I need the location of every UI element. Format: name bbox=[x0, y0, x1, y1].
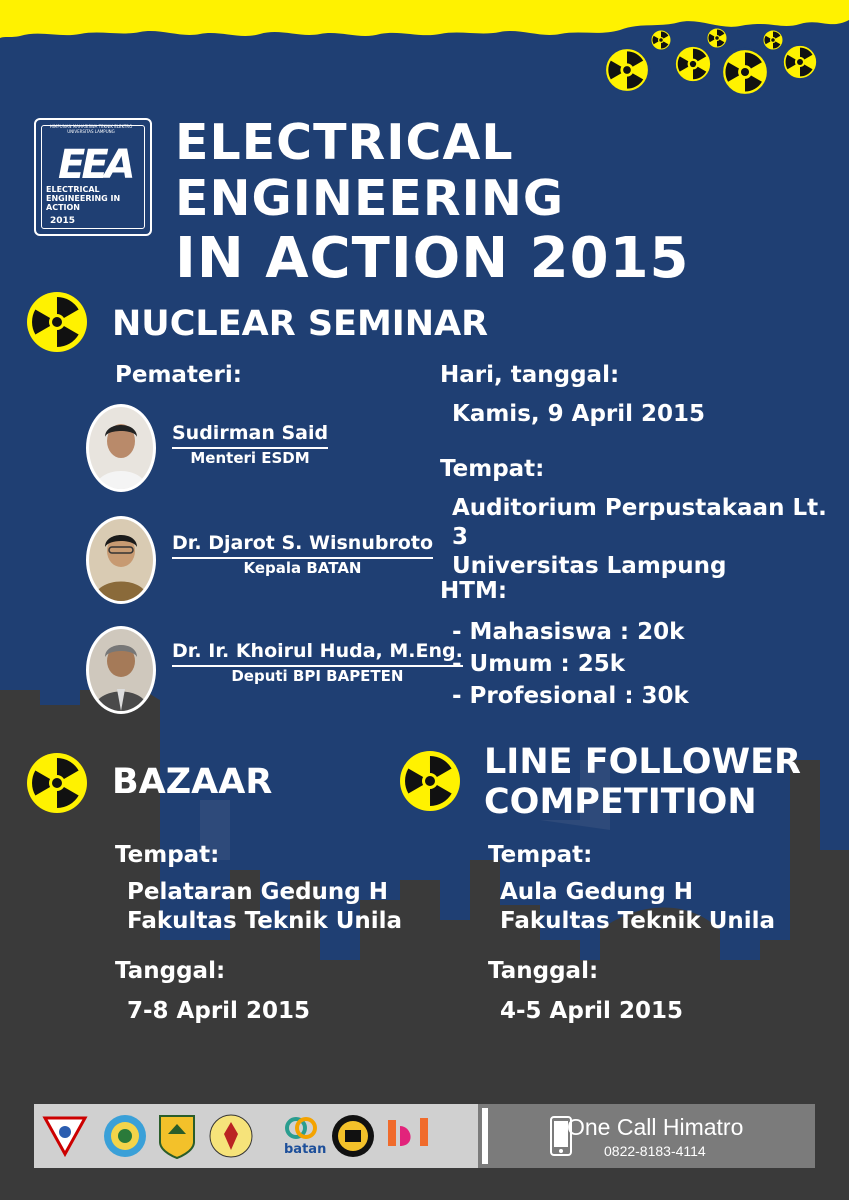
speaker-role: Menteri ESDM bbox=[190, 449, 310, 467]
unila-logo-icon bbox=[42, 1112, 88, 1160]
speaker-name: Dr. Ir. Khoirul Huda, M.Eng. bbox=[172, 640, 463, 667]
htm-item: - Umum : 25k bbox=[452, 651, 626, 677]
place-line: Aula Gedung H bbox=[500, 879, 693, 905]
htm-list bbox=[452, 616, 689, 712]
radiation-icon bbox=[26, 291, 88, 353]
nuclear-seminar-title: NUCLEAR SEMINAR bbox=[112, 304, 489, 344]
speaker-portrait bbox=[89, 629, 153, 711]
footer-divider bbox=[482, 1108, 488, 1164]
sponsor-logo-icon bbox=[382, 1112, 442, 1160]
place-line: Universitas Lampung bbox=[452, 553, 727, 579]
logo-mark: EEA bbox=[58, 142, 132, 188]
date-value: Kamis, 9 April 2015 bbox=[452, 401, 706, 427]
speaker-photo bbox=[86, 626, 156, 714]
htm-item: - Profesional : 30k bbox=[452, 683, 689, 709]
lf-date-label: Tanggal: bbox=[488, 958, 599, 984]
place-line: Fakultas Teknik Unila bbox=[500, 908, 776, 934]
speaker-role: Deputi BPI BAPETEN bbox=[231, 667, 404, 685]
esdm-logo-icon bbox=[330, 1112, 376, 1160]
radiation-cluster-decoration bbox=[595, 28, 835, 100]
speaker-name: Dr. Djarot S. Wisnubroto bbox=[172, 532, 433, 559]
city-emblem-icon bbox=[154, 1112, 200, 1160]
speaker-2 bbox=[172, 532, 433, 577]
speaker-3 bbox=[172, 640, 463, 685]
lf-place-label: Tempat: bbox=[488, 842, 593, 868]
bazaar-place-label: Tempat: bbox=[115, 842, 220, 868]
speaker-portrait bbox=[89, 407, 153, 489]
call-label: One Call Himatro bbox=[567, 1114, 744, 1140]
radiation-icon bbox=[26, 752, 88, 814]
htm-label: HTM: bbox=[440, 578, 508, 604]
logo-name: ELECTRICAL ENGINEERING IN ACTION bbox=[46, 185, 121, 212]
place-line: Auditorium Perpustakaan Lt. 3 bbox=[452, 495, 827, 550]
page-title bbox=[175, 115, 849, 291]
speaker-photo bbox=[86, 516, 156, 604]
speaker-photo bbox=[86, 404, 156, 492]
speaker-role: Kepala BATAN bbox=[243, 559, 362, 577]
place-line: Pelataran Gedung H bbox=[127, 879, 389, 905]
title-line-1: ELECTRICAL ENGINEERING bbox=[175, 114, 565, 227]
title-line-2: IN ACTION 2015 bbox=[175, 226, 690, 291]
eea-logo bbox=[34, 118, 152, 236]
title-line: LINE FOLLOWER bbox=[484, 742, 801, 782]
date-label: Hari, tanggal: bbox=[440, 362, 620, 388]
batan-logo-text: batan bbox=[284, 1142, 327, 1157]
radiation-icon bbox=[399, 750, 461, 812]
speaker-portrait bbox=[89, 519, 153, 601]
place-label: Tempat: bbox=[440, 456, 545, 482]
bazaar-date-value: 7-8 April 2015 bbox=[127, 998, 310, 1024]
place-value bbox=[452, 494, 849, 581]
place-line: Fakultas Teknik Unila bbox=[127, 908, 403, 934]
speaker-name: Sudirman Said bbox=[172, 422, 328, 449]
line-follower-title bbox=[484, 742, 801, 822]
logo-year: 2015 bbox=[50, 216, 76, 226]
university-seal-icon bbox=[102, 1112, 148, 1160]
bapeten-logo-icon bbox=[208, 1112, 254, 1160]
speakers-label: Pemateri: bbox=[115, 362, 242, 388]
htm-item: - Mahasiswa : 20k bbox=[452, 619, 685, 645]
lf-place-value bbox=[500, 878, 775, 936]
logo-org-text: HIMPUNAN MAHASISWA TEKNIK ELEKTRO UNIVERSITAS LAMPUNG bbox=[49, 124, 133, 134]
lf-date-value: 4-5 April 2015 bbox=[500, 998, 683, 1024]
speaker-1 bbox=[172, 422, 328, 467]
phone-number: 0822-8183-4114 bbox=[604, 1143, 706, 1159]
bazaar-place-value bbox=[127, 878, 402, 936]
bazaar-title: BAZAAR bbox=[112, 762, 273, 802]
bazaar-date-label: Tanggal: bbox=[115, 958, 226, 984]
title-line: COMPETITION bbox=[484, 782, 757, 822]
footer-bar bbox=[34, 1104, 815, 1168]
